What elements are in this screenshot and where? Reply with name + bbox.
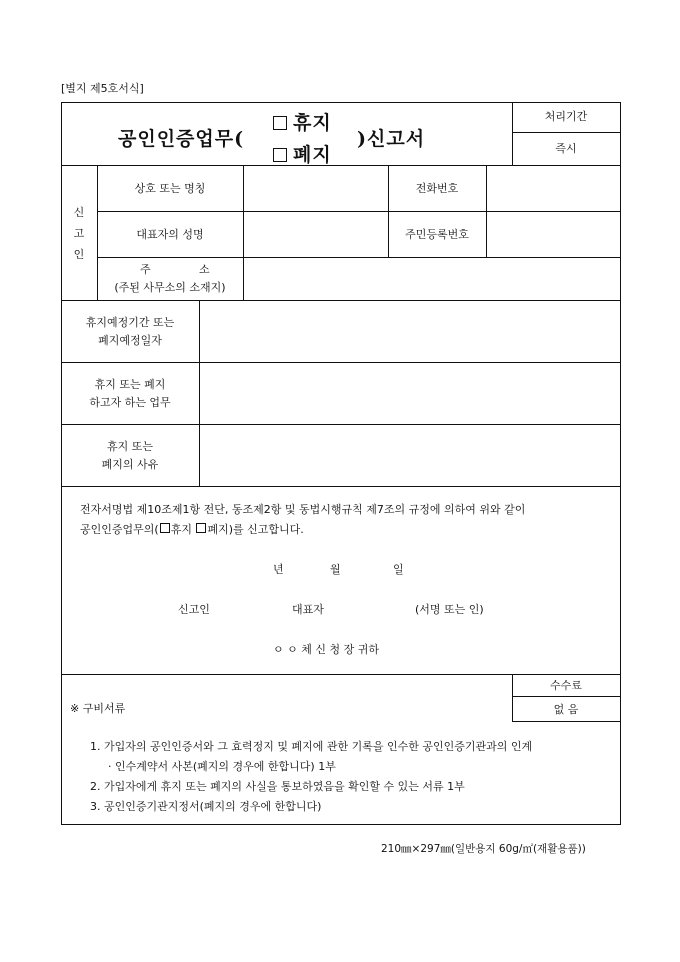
period-label-2: 폐지예정일자 xyxy=(98,334,162,347)
title-left: 공인인증업무( xyxy=(118,128,245,150)
resident-no-label: 주민등록번호 xyxy=(405,228,469,241)
checkbox-small-suspend-icon[interactable] xyxy=(160,523,170,533)
trade-name-label: 상호 또는 명칭 xyxy=(134,182,206,195)
declaration-line1: 전자서명법 제10조제1항 전단, 동조제2항 및 동법시행규칙 제7조의 규정에 의하여 위와 같이 xyxy=(80,503,526,516)
title-right: )신고서 xyxy=(357,128,426,150)
date-day-label: 일 xyxy=(393,563,404,576)
trade-name-field[interactable] xyxy=(245,167,386,210)
date-year-label: 년 xyxy=(273,563,284,576)
frame-bottom xyxy=(61,674,621,675)
document-item-1: 1. 가입자의 공인인증서와 그 효력정지 및 폐지에 관한 기록을 인수한 공인인증기관과의 인계 xyxy=(90,740,533,753)
fee-value: 없 음 xyxy=(553,703,579,716)
document-item-1b: · 인수계약서 사본(폐지의 경우에 한합니다) 1부 xyxy=(108,760,336,773)
reason-label-2: 폐지의 사유 xyxy=(101,458,159,471)
document-item-3: 3. 공인인증기관지정서(폐지의 경우에 한합니다) xyxy=(90,800,322,813)
form-label: [별지 제5호서식] xyxy=(61,82,144,95)
rep-label: 대표자 xyxy=(292,603,324,616)
resident-no-field[interactable] xyxy=(488,213,618,256)
phone-field[interactable] xyxy=(488,167,618,210)
sign-note: (서명 또는 인) xyxy=(415,603,484,616)
frame-top xyxy=(61,102,621,103)
checkbox-abolish-icon[interactable] xyxy=(273,148,287,162)
reason-field[interactable] xyxy=(201,426,618,485)
documents-heading: ※ 구비서류 xyxy=(70,702,126,715)
business-label-1: 휴지 또는 폐지 xyxy=(94,378,166,391)
representative-label: 대표자의 성명 xyxy=(136,228,204,241)
applicant-label-1: 신 xyxy=(73,206,85,219)
checkbox-small-abolish-icon[interactable] xyxy=(196,523,206,533)
document-item-2: 2. 가입자에게 휴지 또는 폐지의 사실을 통보하였음을 확인할 수 있는 서류 1부 xyxy=(90,780,465,793)
date-month-label: 월 xyxy=(330,563,341,576)
frame-bottom-final xyxy=(61,824,621,825)
reason-label-1: 휴지 또는 xyxy=(106,440,153,453)
period-label-1: 휴지예정기간 또는 xyxy=(85,316,175,329)
fee-label: 수수료 xyxy=(550,679,582,692)
option-suspend[interactable]: 휴지 xyxy=(273,108,332,135)
period-field[interactable] xyxy=(201,302,618,361)
frame-right xyxy=(620,102,621,722)
business-field[interactable] xyxy=(201,364,618,423)
footer-note: 210㎜×297㎜(일반용지 60g/㎡(재활용품)) xyxy=(381,843,586,855)
applicant-label-2: 고 xyxy=(73,227,85,240)
checkbox-suspend-icon[interactable] xyxy=(273,116,287,130)
address-sub-label: (주된 사무소의 소재지) xyxy=(114,281,226,294)
business-label-2: 하고자 하는 업무 xyxy=(89,396,171,409)
declaration-line2: 공인인증업무의( 휴지 폐지)를 신고합니다. xyxy=(80,523,304,536)
signer-label: 신고인 xyxy=(178,603,210,616)
representative-field[interactable] xyxy=(245,213,386,256)
address-label-so: 소 xyxy=(199,263,210,276)
applicant-label-3: 인 xyxy=(73,248,85,261)
phone-label: 전화번호 xyxy=(415,182,459,195)
processing-value: 즉시 xyxy=(555,142,577,155)
option-abolish[interactable]: 폐지 xyxy=(273,140,332,167)
addressee: ㅇ ㅇ 체 신 청 장 귀하 xyxy=(273,643,379,656)
processing-label: 처리기간 xyxy=(544,110,588,123)
address-field[interactable] xyxy=(245,259,618,299)
address-label-ju: 주 xyxy=(140,263,151,276)
